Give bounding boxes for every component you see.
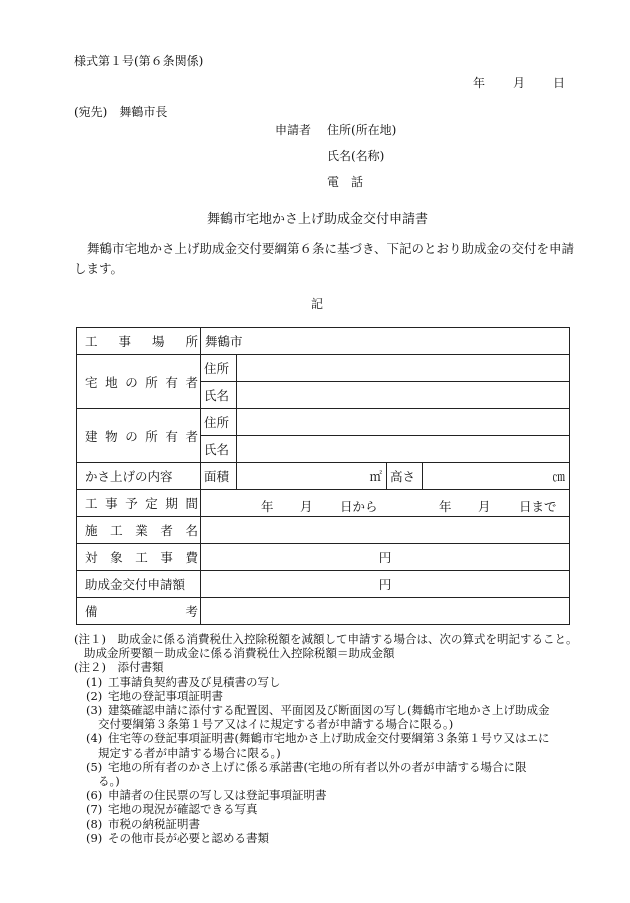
item-num: (1)	[86, 674, 103, 689]
item-continuation: る。)	[98, 774, 120, 789]
area-unit: ㎡	[369, 469, 382, 484]
list-item	[74, 689, 584, 703]
cost-unit: 円	[378, 550, 392, 565]
list-item	[74, 731, 584, 745]
schedule-until: 日まで	[519, 499, 557, 514]
schedule-month2: 月	[478, 499, 491, 514]
note2-text: 添付書類	[117, 660, 164, 675]
grant-unit: 円	[378, 577, 392, 592]
date-day: 日	[553, 76, 566, 90]
cost-label: 対 象 工 事 費	[77, 544, 201, 571]
grant-label: 助成金交付申請額	[77, 571, 201, 598]
item-num: (7)	[86, 802, 103, 817]
building-owner-label: 建 物 の 所 有 者	[77, 409, 201, 463]
raise-details-label: かさ上げの内容	[77, 463, 201, 490]
land-owner-label: 宅 地 の 所 有 者	[77, 355, 201, 409]
note2-label: (注２)	[74, 660, 106, 675]
schedule-year2: 年	[439, 499, 452, 514]
list-item	[74, 703, 584, 717]
item-text: 宅地の所有者のかさ上げに係る承諾書(宅地の所有者以外の者が申請する場合に限	[108, 759, 527, 774]
attachment-list	[74, 675, 584, 845]
applicant-label: 申請者	[275, 123, 312, 137]
applicant-phone-label: 電 話	[327, 175, 364, 189]
schedule-field[interactable]	[201, 490, 570, 517]
land-owner-name-field[interactable]	[237, 382, 570, 409]
application-table	[76, 327, 570, 625]
construction-site-value[interactable]: 舞鶴市	[201, 328, 570, 355]
area-label: 面積	[201, 463, 237, 490]
land-owner-address-label: 住所	[201, 355, 237, 382]
note1	[74, 632, 584, 646]
notes-section	[74, 632, 584, 845]
item-text: 宅地の現況が確認できる写真	[108, 802, 258, 817]
list-item	[74, 817, 584, 831]
date-month: 月	[513, 76, 526, 90]
height-unit: ㎝	[552, 469, 565, 484]
item-num: (6)	[86, 788, 103, 803]
building-owner-name-label: 氏名	[201, 436, 237, 463]
item-num: (2)	[86, 688, 103, 703]
schedule-year1: 年	[261, 499, 274, 514]
construction-site-label-text: 工 事 場 所	[85, 334, 198, 349]
schedule-label: 工 事 予 定 期 間	[77, 490, 201, 517]
item-text: その他市長が必要と認める書類	[108, 830, 269, 845]
form-number: 様式第１号(第６条関係)	[74, 54, 204, 68]
intro-paragraph: 舞鶴市宅地かさ上げ助成金交付要綱第６条に基づき、下記のとおり助成金の交付を申請します。	[74, 241, 575, 276]
ki-heading: 記	[311, 297, 324, 311]
schedule-month1: 月	[300, 499, 313, 514]
item-num: (9)	[86, 830, 103, 845]
item-text: 市税の納税証明書	[108, 816, 200, 831]
item-text: 工事請負契約書及び見積書の写し	[108, 674, 281, 689]
item-num: (5)	[86, 759, 103, 774]
document-title: 舞鶴市宅地かさ上げ助成金交付申請書	[207, 212, 429, 227]
item-num: (4)	[86, 731, 103, 746]
cost-field[interactable]	[201, 544, 570, 571]
height-label: 高さ	[387, 463, 423, 490]
land-owner-address-field[interactable]	[237, 355, 570, 382]
list-item	[74, 788, 584, 802]
item-text: 住宅等の登記事項証明書(舞鶴市宅地かさ上げ助成金交付要綱第３条第１号ウ又はエに	[108, 731, 550, 746]
area-field[interactable]	[237, 463, 387, 490]
list-item	[74, 675, 584, 689]
item-text: 建築確認申請に添付する配置図、平面図及び断面図の写し(舞鶴市宅地かさ上げ助成金	[108, 703, 550, 718]
contractor-field[interactable]	[201, 517, 570, 544]
remarks-field[interactable]	[201, 598, 570, 625]
land-owner-name-label: 氏名	[201, 382, 237, 409]
addressee: (宛先) 舞鶴市長	[74, 105, 168, 119]
schedule-from: 日から	[340, 499, 378, 514]
building-owner-address-label: 住所	[201, 409, 237, 436]
list-item	[74, 831, 584, 845]
date-year: 年	[473, 76, 486, 90]
applicant-address-label: 住所(所在地)	[327, 123, 397, 137]
formula: 助成金所要額－助成金に係る消費税仕入控除税額＝助成金額	[84, 646, 395, 661]
list-item	[74, 760, 584, 774]
building-owner-name-field[interactable]	[237, 436, 570, 463]
list-item	[74, 802, 584, 816]
item-num: (3)	[86, 703, 103, 718]
note1-text: 助成金に係る消費税仕入控除税額を減額して申請する場合は、次の算式を明記すること。	[117, 632, 578, 646]
height-field[interactable]	[423, 463, 570, 490]
note2	[74, 660, 584, 674]
grant-field[interactable]	[201, 571, 570, 598]
item-num: (8)	[86, 816, 103, 831]
item-continuation: 規定する者が申請する場合に限る。)	[98, 745, 281, 760]
building-owner-address-field[interactable]	[237, 409, 570, 436]
item-text: 宅地の登記事項証明書	[108, 688, 223, 703]
construction-site-label	[77, 328, 201, 355]
applicant-name-label: 氏名(名称)	[327, 149, 385, 163]
item-text: 申請者の住民票の写し又は登記事項証明書	[108, 788, 327, 803]
contractor-label: 施 工 業 者 名	[77, 517, 201, 544]
item-continuation: 交付要綱第３条第１号ア又はイに規定する者が申請する場合に限る。)	[98, 717, 454, 732]
note1-label: (注１)	[74, 632, 106, 646]
remarks-label: 備 考	[77, 598, 201, 625]
